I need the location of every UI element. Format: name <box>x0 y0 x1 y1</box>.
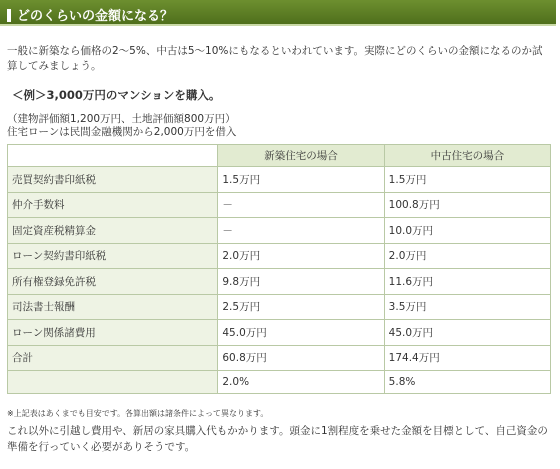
new-value: － <box>218 218 384 244</box>
row-label: 仲介手数料 <box>8 192 218 218</box>
used-value: 11.6万円 <box>384 269 550 295</box>
row-label: 所有権登録免許税 <box>8 269 218 295</box>
new-value: 2.5万円 <box>218 294 384 320</box>
header-bullet-icon <box>7 9 11 22</box>
table-row <box>8 269 551 295</box>
table-row <box>8 167 551 193</box>
used-value: 2.0万円 <box>384 243 550 269</box>
header-cell-blank <box>8 145 218 167</box>
table-row-rate <box>8 371 551 394</box>
new-value: 2.0% <box>218 371 384 394</box>
used-value: 45.0万円 <box>384 320 550 346</box>
table-row <box>8 192 551 218</box>
intro-text: 一般に新築なら価格の2～5%、中古は5～10%にもなるといわれています。実際にどのくらいの金額になるのか試算してみましょう。 <box>7 45 543 72</box>
table-row <box>8 218 551 244</box>
used-value: 174.4万円 <box>384 345 550 371</box>
section-header <box>0 0 556 26</box>
conditions-line-2: 住宅ローンは民間金融機関から2,000万円を借入 <box>7 126 237 138</box>
used-value: 100.8万円 <box>384 192 550 218</box>
header-cell-new: 新築住宅の場合 <box>218 145 384 167</box>
table-row <box>8 294 551 320</box>
table-note: ※上記表はあくまでも目安です。各算出額は諸条件によって異なります。 <box>7 409 269 418</box>
table-row <box>8 320 551 346</box>
new-value: 9.8万円 <box>218 269 384 295</box>
new-value: 2.0万円 <box>218 243 384 269</box>
conditions <box>7 113 236 139</box>
table-row-total <box>8 345 551 371</box>
used-value: 3.5万円 <box>384 294 550 320</box>
used-value: 5.8% <box>384 371 550 394</box>
table-row <box>8 243 551 269</box>
example-heading: ＜例＞3,000万円のマンションを購入。 <box>12 88 221 102</box>
used-value: 1.5万円 <box>384 167 550 193</box>
row-label: 売買契約書印紙税 <box>8 167 218 193</box>
new-value: 45.0万円 <box>218 320 384 346</box>
conditions-line-1: （建物評価額1,200万円、土地評価額800万円） <box>7 113 236 125</box>
row-label: 合計 <box>8 345 218 371</box>
row-label <box>8 371 218 394</box>
row-label: 司法書士報酬 <box>8 294 218 320</box>
footer-text: これ以外に引越し費用や、新居の家具購入代もかかります。頭金に1割程度を乗せた金額を目標として、自己資金の準備を行っていく必要がありそうです。 <box>7 425 548 453</box>
section-title: どのくらいの金額になる？ <box>17 9 174 24</box>
header-cell-used: 中古住宅の場合 <box>384 145 550 167</box>
row-label: ローン関係諸費用 <box>8 320 218 346</box>
row-label: 固定資産税精算金 <box>8 218 218 244</box>
new-value: － <box>218 192 384 218</box>
row-label: ローン契約書印紙税 <box>8 243 218 269</box>
table-header-row <box>8 145 551 167</box>
used-value: 10.0万円 <box>384 218 550 244</box>
new-value: 60.8万円 <box>218 345 384 371</box>
new-value: 1.5万円 <box>218 167 384 193</box>
cost-table <box>7 144 551 394</box>
